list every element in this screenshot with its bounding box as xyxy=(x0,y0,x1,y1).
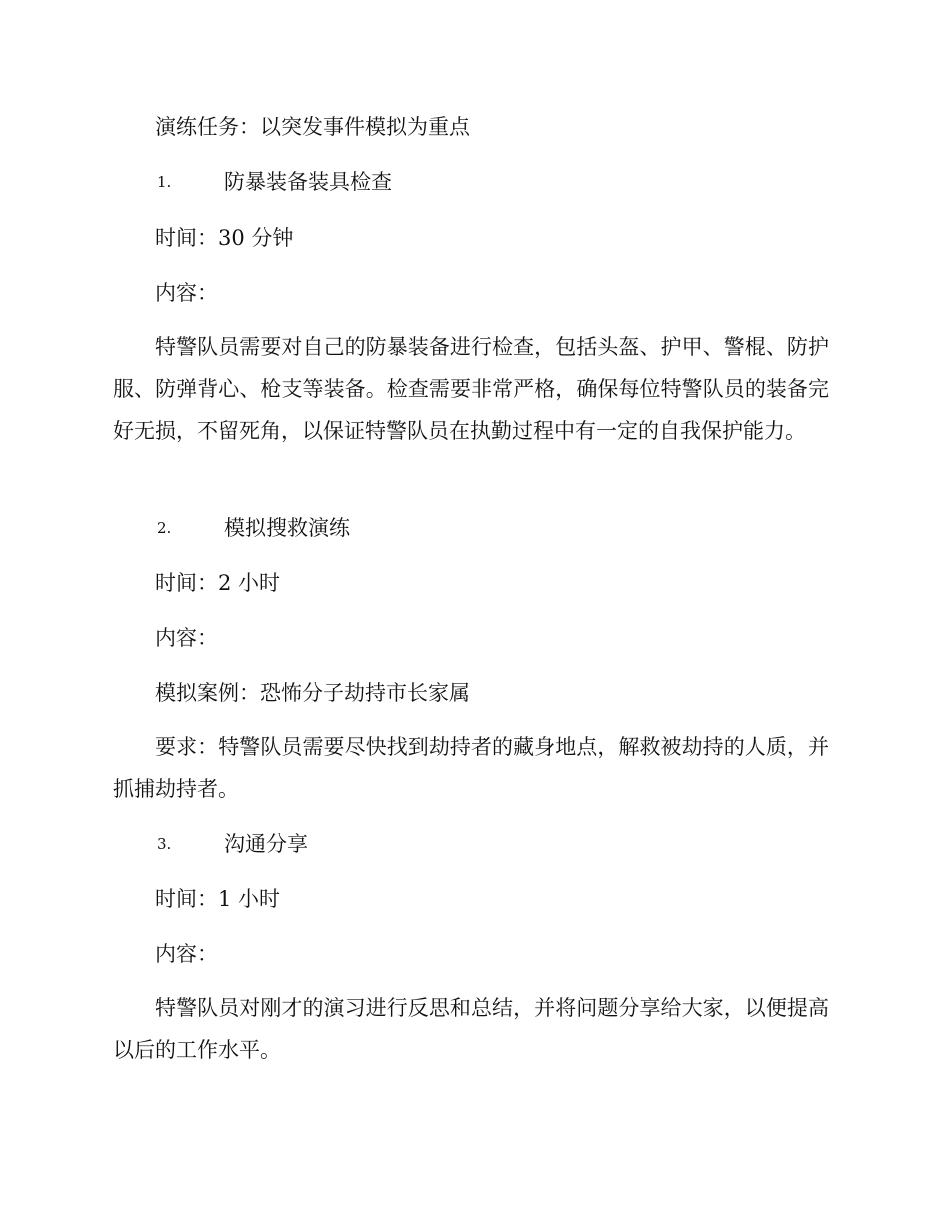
task-line: 演练任务：以突发事件模拟为重点 xyxy=(155,115,470,139)
section-2-content-label: 内容： xyxy=(155,626,218,650)
section-2-title: 模拟搜救演练 xyxy=(224,516,350,540)
section-3-content-label: 内容： xyxy=(155,942,218,966)
section-2-requirement: 要求：特警队员需要尽快找到劫持者的藏身地点，解救被劫持的人质，并抓捕劫持者。 xyxy=(113,735,829,801)
section-2-number: 2. xyxy=(157,519,172,537)
section-3-number: 3. xyxy=(157,835,172,853)
section-1-content-label: 内容： xyxy=(155,281,218,305)
section-1-body: 特警队员需要对自己的防暴装备进行检查，包括头盔、护甲、警棍、防护服、防弹背心、枪支等装备。检查需要非常严格，确保每位特警队员的装备完好无损，不留死角，以保证特警队员在执勤过程中有一定的自我保护能力。 xyxy=(113,335,829,443)
section-3-body: 特警队员对刚才的演习进行反思和总结，并将问题分享给大家，以便提高以后的工作水平。 xyxy=(113,996,829,1062)
section-2-time: 时间：2 小时 xyxy=(155,571,281,595)
section-2-case: 模拟案例：恐怖分子劫持市长家属 xyxy=(155,681,470,705)
section-1-time: 时间：30 分钟 xyxy=(155,226,294,250)
section-1-number: 1. xyxy=(157,173,172,191)
section-3-title: 沟通分享 xyxy=(224,832,308,856)
section-3-time: 时间：1 小时 xyxy=(155,887,281,911)
section-1-title: 防暴装备装具检查 xyxy=(224,170,392,194)
